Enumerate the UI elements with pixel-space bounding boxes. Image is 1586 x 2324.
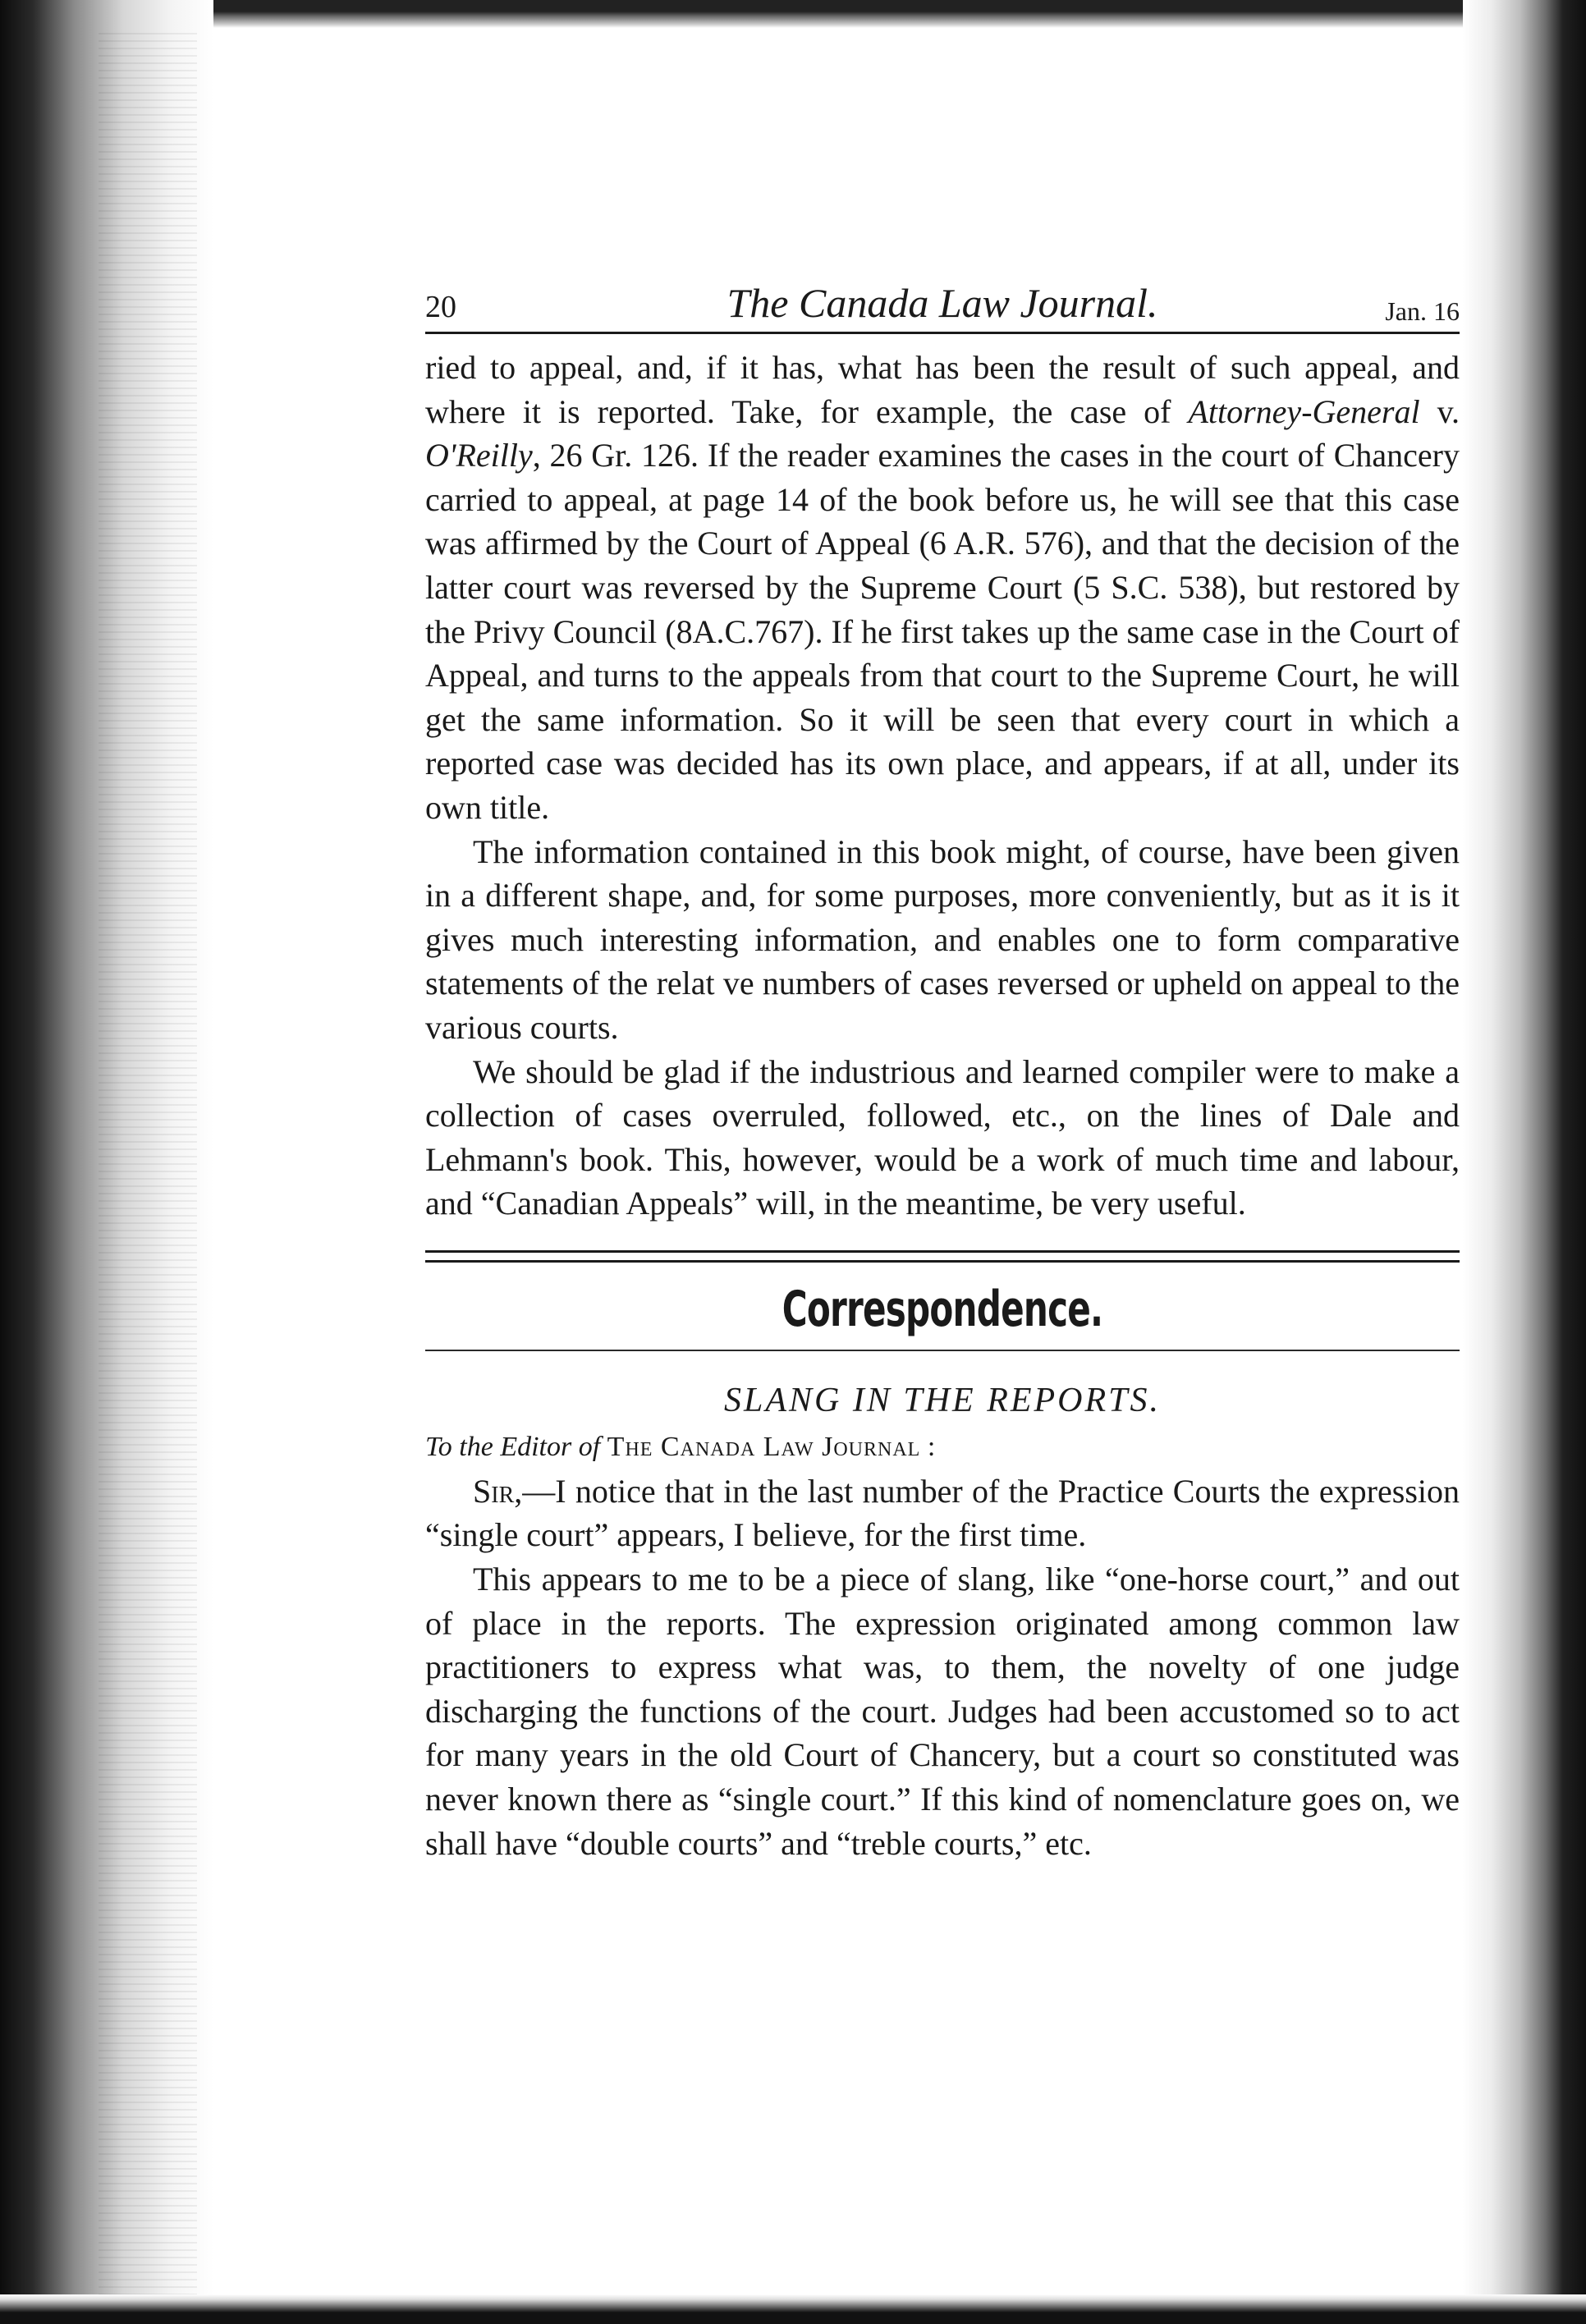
paragraph: The information contained in this book might, of course, have been given in a different shape, and, for some purposes, more conveniently, but as it is it gives much interesting information, and enables one to form comparative statements of the relat ve numbers of cases reversed or upheld on appeal to the various courts.: [425, 832, 1460, 1046]
page-number: 20: [425, 290, 456, 324]
page-content: [425, 271, 1460, 1865]
scan-edge-bottom: [0, 2294, 1586, 2324]
section-divider: [425, 1250, 1460, 1263]
letter-opening: Sir: [473, 1472, 515, 1510]
scan-binding-shadow: [99, 33, 197, 2299]
journal-name: The Canada Law Journal: [607, 1431, 921, 1462]
section-heading: Correspondence.: [782, 1280, 1103, 1338]
letter-paragraph: This appears to me to be a piece of slang, like “one-horse court,” and out of place in the reports. The expression originated among common law practitioners to express what was, to them, the novelty of one judge discharging the functions of the court. Judges had been accustomed so to act for many years in the old Court of Chancery, but a court so constituted was never known there as “single court.” If this kind of nomenclature goes on, we shall have “double courts” and “treble courts,” etc.: [425, 1561, 1460, 1862]
paragraph-text: v.: [1419, 392, 1460, 430]
salutation: [425, 1432, 1460, 1463]
paragraph-text: , 26 Gr. 126. If the reader examines the cases in the court of Chancery carried to appeal, at page 14 of the book before us, he will see that this case was affirmed by the Court of Appeal (6 A.R. 576), and that the decision of the latter court was reversed by the Supreme Court (5 S.C. 538), but restored by the Privy Council (8A.C.767). If he first takes up the same case in the Court of Appeal, and turns to the appeals from that court to the Supreme Court, he will get the same information. So it will be seen that every court in which a reported case was decided has its own place, and appears, if at all, under its own title.: [425, 437, 1460, 826]
salutation-suffix: :: [920, 1431, 936, 1462]
article-body: [425, 334, 1460, 1226]
case-name: O'Reilly: [425, 437, 533, 474]
paragraph: We should be glad if the industrious and learned compiler were to make a collection of cases overruled, followed, etc., on the lines of Dale and Lehmann's book. This, however, would be a work of much time and labour, and “Canadian Appeals” will, in the meantime, be very useful.: [425, 1052, 1460, 1222]
running-title: The Canada Law Journal.: [727, 280, 1158, 326]
letter-paragraph: [425, 1469, 1460, 1557]
heading-rule: [425, 1350, 1460, 1351]
paragraph-text: ried to appeal, and, if it has, what has been the result of such appeal, and where it is reported. Take, for example, the case of: [425, 349, 1460, 430]
running-header: [425, 271, 1460, 334]
case-name: Attorney-General: [1188, 392, 1420, 430]
issue-date: Jan. 16: [1385, 296, 1460, 326]
letter-text: ,—I notice that in the last number of the Practice Courts the expression “single court” appears, I believe, for the first time.: [425, 1472, 1460, 1554]
letter-body: [425, 1469, 1460, 1865]
scan-edge-right: [1463, 0, 1586, 2324]
scan-edge-top: [0, 0, 1586, 28]
salutation-prefix: To the Editor of: [425, 1431, 601, 1462]
paragraph-continuation: [425, 346, 1460, 830]
letter-title: SLANG IN THE REPORTS.: [723, 1381, 1161, 1419]
